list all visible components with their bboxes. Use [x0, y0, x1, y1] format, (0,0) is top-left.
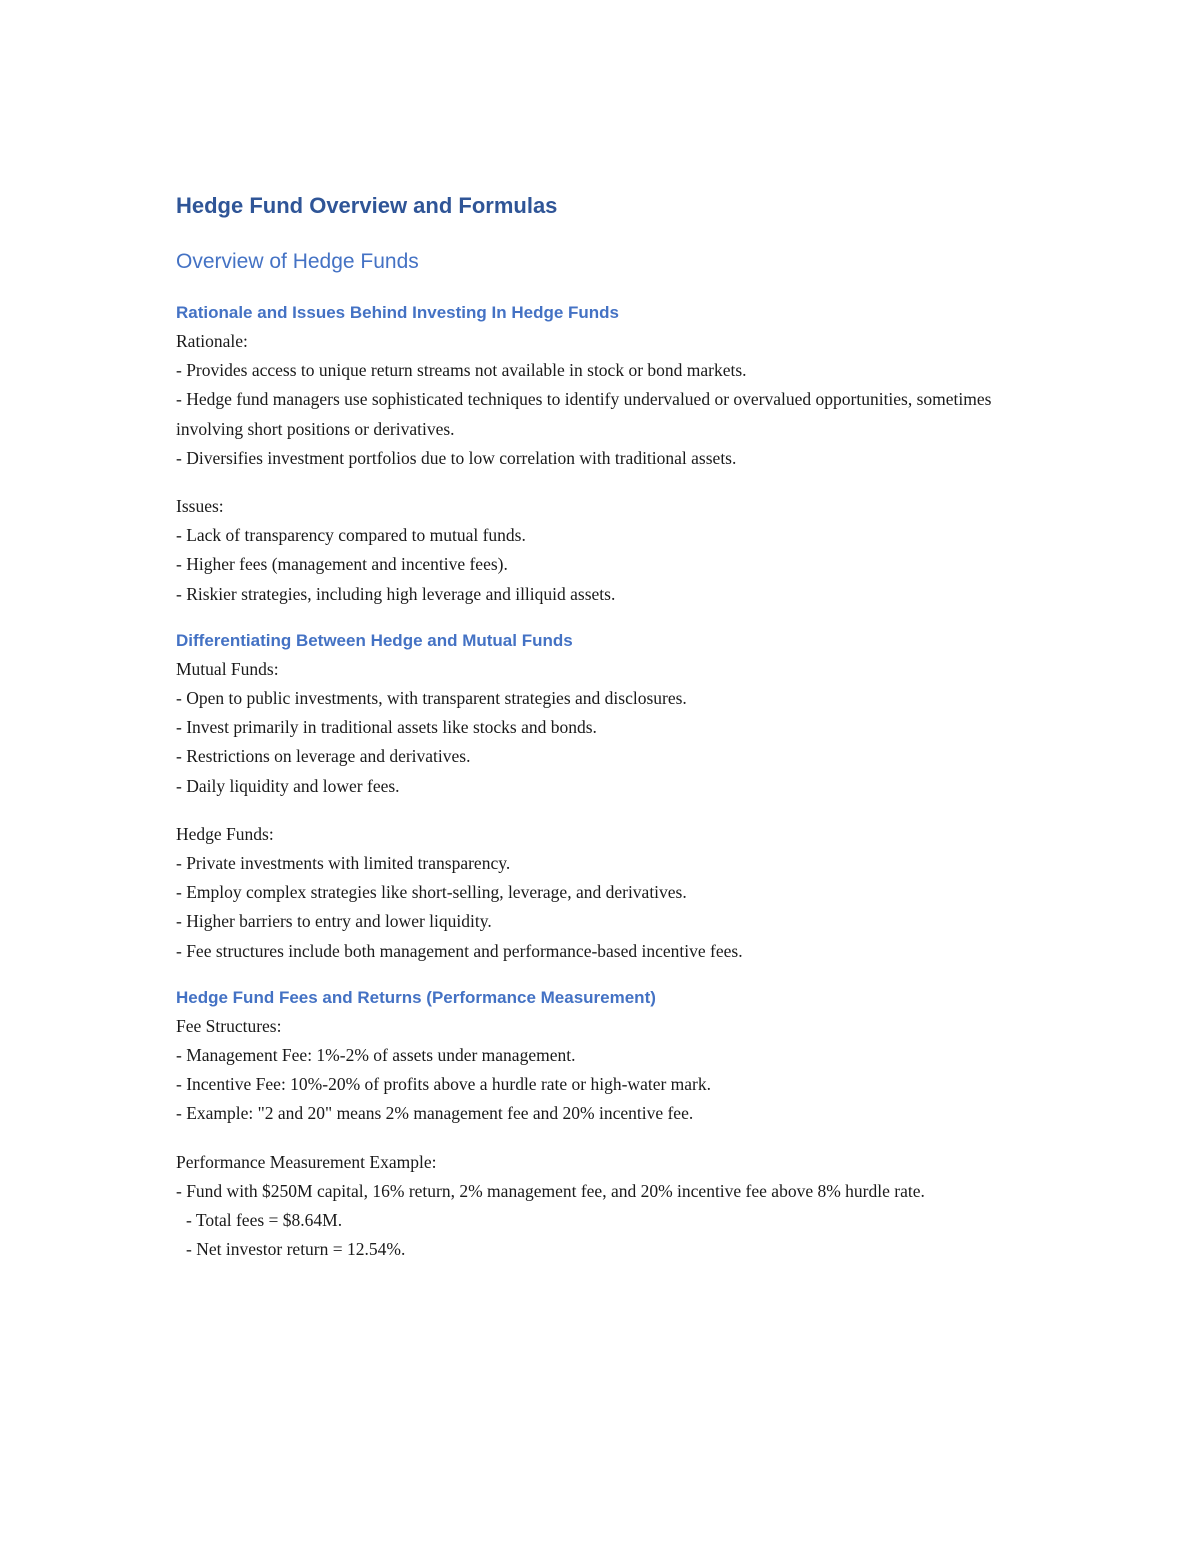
list-item: - Open to public investments, with transparent strategies and disclosures. [176, 688, 687, 709]
list-item: - Fund with $250M capital, 16% return, 2% management fee, and 20% incentive fee above 8% hurdle rate. [176, 1180, 925, 1201]
fee-structures-block [176, 1012, 1036, 1129]
list-item: - Riskier strategies, including high leverage and illiquid assets. [176, 583, 616, 604]
paragraph-spacer [176, 473, 1036, 492]
performance-example-block [176, 1148, 1036, 1265]
mutual-funds-block [176, 655, 1036, 801]
section-heading: Hedge Fund Fees and Returns (Performance Measurement) [176, 987, 656, 1007]
list-item: - Incentive Fee: 10%-20% of profits above a hurdle rate or high-water mark. [176, 1074, 712, 1095]
block-label: Issues: [176, 496, 224, 517]
section-fees-returns [176, 983, 1036, 1265]
document-body [176, 188, 1036, 1264]
list-item: - Higher fees (management and incentive fees). [176, 554, 508, 575]
document-title: Hedge Fund Overview and Formulas [176, 193, 558, 218]
list-item: - Example: "2 and 20" means 2% management fee and 20% incentive fee. [176, 1103, 694, 1124]
block-label: Rationale: [176, 331, 248, 351]
list-item: - Private investments with limited transparency. [176, 853, 511, 874]
section-hedge-vs-mutual [176, 626, 1036, 966]
section-rationale-issues [176, 298, 1036, 609]
sub-list-item: - Total fees = $8.64M. [186, 1210, 343, 1231]
block-label: Fee Structures: [176, 1015, 282, 1036]
list-item: - Lack of transparency compared to mutual funds. [176, 525, 526, 546]
hedge-funds-block [176, 820, 1036, 966]
list-item: - Provides access to unique return streams not available in stock or bond markets. [176, 360, 747, 381]
sub-list-item: - Net investor return = 12.54%. [186, 1239, 406, 1260]
list-item: - Fee structures include both management and performance-based incentive fees. [176, 940, 743, 961]
list-item: - Diversifies investment portfolios due to low correlation with traditional assets. [176, 447, 737, 468]
overview-heading: Overview of Hedge Funds [176, 250, 419, 273]
block-label: Hedge Funds: [176, 823, 274, 844]
list-item: - Invest primarily in traditional assets like stocks and bonds. [176, 717, 597, 738]
issues-block [176, 492, 1036, 609]
list-item: - Hedge fund managers use sophisticated techniques to identify undervalued or overvalued opportunities, sometimes involving short positions or derivatives. [176, 389, 992, 439]
list-item: - Employ complex strategies like short-selling, leverage, and derivatives. [176, 882, 687, 903]
list-item: - Daily liquidity and lower fees. [176, 775, 400, 796]
paragraph-spacer [176, 801, 1036, 820]
list-item: - Restrictions on leverage and derivatives. [176, 746, 471, 767]
block-label: Mutual Funds: [176, 658, 279, 679]
section-heading: Rationale and Issues Behind Investing In Hedge Funds [176, 303, 620, 322]
list-item: - Higher barriers to entry and lower liquidity. [176, 911, 492, 932]
list-item: - Management Fee: 1%-2% of assets under management. [176, 1045, 576, 1066]
block-label: Performance Measurement Example: [176, 1151, 437, 1172]
paragraph-spacer [176, 1129, 1036, 1148]
rationale-block [176, 327, 1036, 473]
section-heading: Differentiating Between Hedge and Mutual Funds [176, 630, 573, 650]
